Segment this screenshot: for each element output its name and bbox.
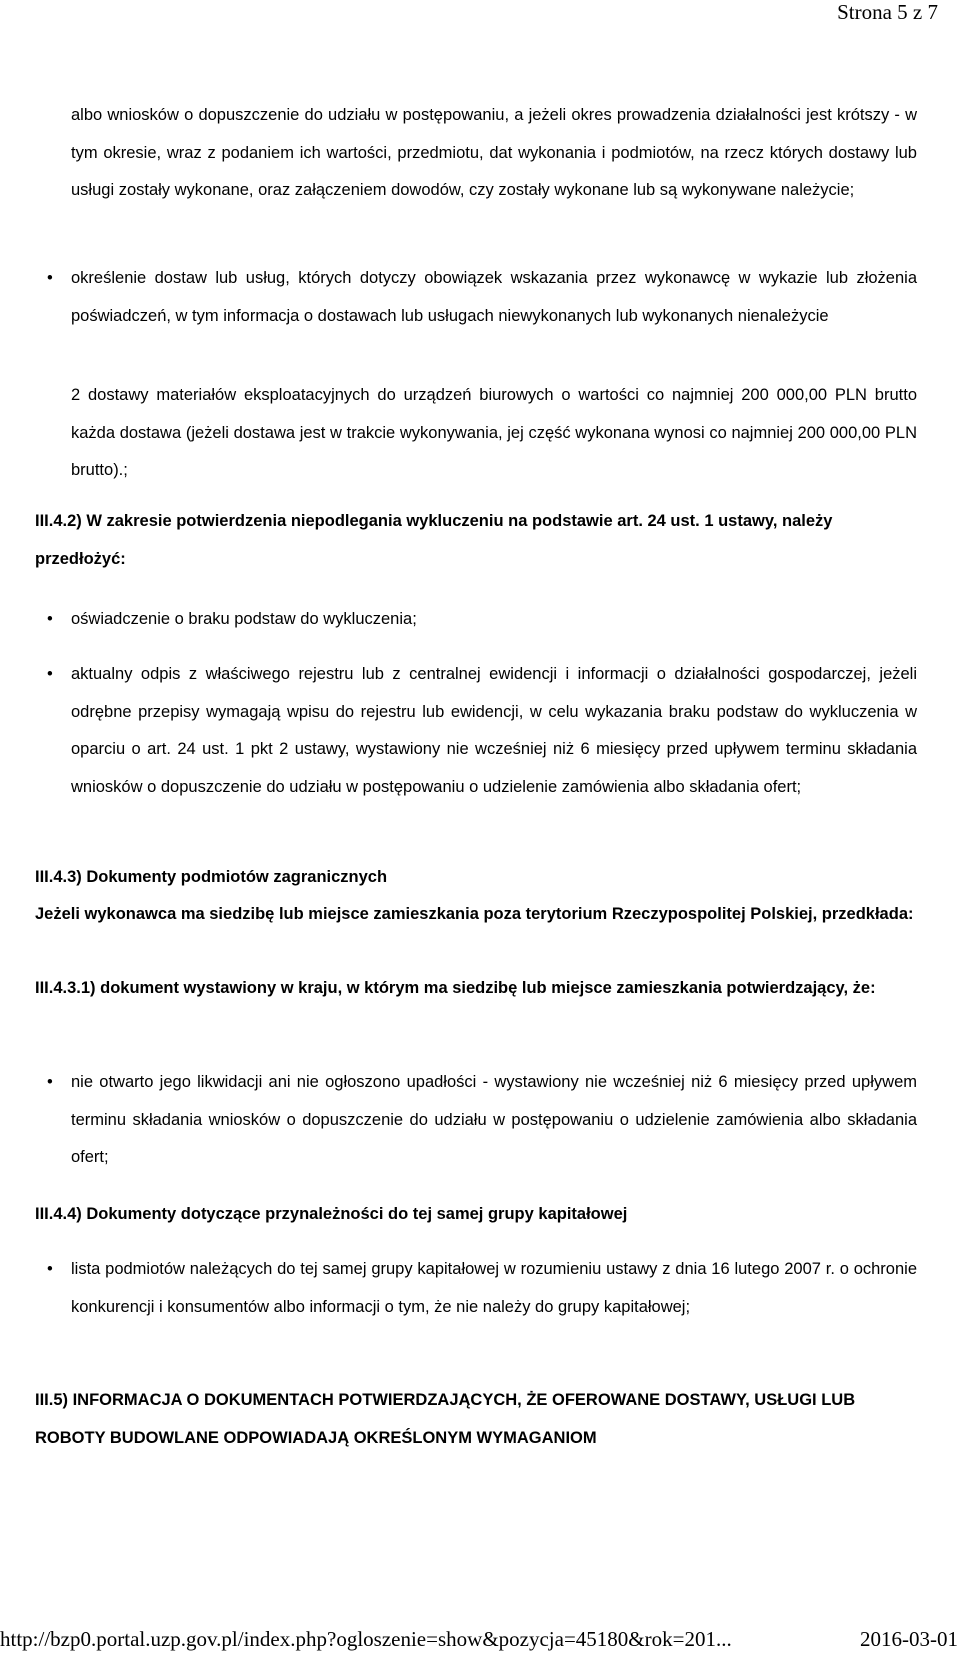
section-heading-iii-4-4: III.4.4) Dokumenty dotyczące przynależności do tej samej grupy kapitałowej	[35, 1205, 628, 1223]
section-heading-iii-4-3: III.4.3) Dokumenty podmiotów zagranicznych	[35, 868, 388, 886]
page-number: Strona 5 z 7	[837, 0, 938, 24]
footer-url: http://bzp0.portal.uzp.gov.pl/index.php?ogloszenie=show&pozycja=45180&rok=201...	[0, 1627, 732, 1651]
list-item-registry-extract: • aktualny odpis z właściwego rejestru lub z centralnej ewidencji i informacji o działalności gospodarczej, jeżeli odrębne przepisy wymagają wpisu do rejestru lub ewidencji, w celu wykazania braku podstaw do wykluczenia w oparciu o art. 24 ust. 1 pkt 2 ustawy, wystawiony nie wcześniej niż 6 miesięcy przed upływem terminu składania wniosków o dopuszczenie do udziału w postępowaniu o udzielenie zamówienia albo składania ofert;	[71, 656, 917, 806]
list-item-capital-group: • lista podmiotów należących do tej samej grupy kapitałowej w rozumieniu ustawy z dnia 16 lutego 2007 r. o ochronie konkurencji i konsumentów albo informacji o tym, że nie należy do grupy kapitałowej;	[71, 1251, 917, 1326]
list-item-no-liquidation: • nie otwarto jego likwidacji ani nie ogłoszono upadłości - wystawiony nie wcześniej niż 6 miesięcy przed upływem terminu składania wniosków o dopuszczenie do udziału w postępowaniu o udzielenie zamówienia albo składania ofert;	[71, 1064, 917, 1177]
paragraph-supply-requirement: 2 dostawy materiałów eksploatacyjnych do urządzeń biurowych o wartości co najmniej 200 000,00 PLN brutto każda dostawa (jeżeli dostawa jest w trakcie wykonywania, jej część wykonana wynosi co najmniej 200 000,00 PLN brutto).;	[71, 386, 917, 479]
list-item-scope-definition: • określenie dostaw lub usług, których dotyczy obowiązek wskazania przez wykonawcę w wykazie lub złożenia poświadczeń, w tym informacja o dostawach lub usługach niewykonanych lub wykonanych nienależycie	[71, 260, 917, 335]
section-heading-iii-5: III.5) INFORMACJA O DOKUMENTACH POTWIERDZAJĄCYCH, ŻE OFEROWANE DOSTAWY, USŁUGI LUB ROBOTY BUDOWLANE ODPOWIADAJĄ OKREŚLONYM WYMAGANIOM	[35, 1391, 856, 1447]
paragraph-foreign-contractor: Jeżeli wykonawca ma siedzibę lub miejsce zamieszkania poza terytorium Rzeczypospolitej Polskiej, przedkłada:	[35, 905, 914, 923]
list-item-no-exclusion-statement: • oświadczenie o braku podstaw do wykluczenia;	[71, 601, 917, 639]
section-heading-iii-4-3-1: III.4.3.1) dokument wystawiony w kraju, w którym ma siedzibę lub miejsce zamieszkania potwierdzający, że:	[35, 979, 876, 997]
footer-date: 2016-03-01	[860, 1627, 958, 1651]
section-heading-iii-4-2: III.4.2) W zakresie potwierdzenia niepodlegania wykluczeniu na podstawie art. 24 ust. 1 ustawy, należy przedłożyć:	[35, 512, 833, 568]
paragraph-experience-list: albo wniosków o dopuszczenie do udziału w postępowaniu, a jeżeli okres prowadzenia działalności jest krótszy - w tym okresie, wraz z podaniem ich wartości, przedmiotu, dat wykonania i podmiotów, na rzecz których dostawy lub usługi zostały wykonane, oraz załączeniem dowodów, czy zostały wykonane lub są wykonywane należycie;	[71, 106, 917, 199]
